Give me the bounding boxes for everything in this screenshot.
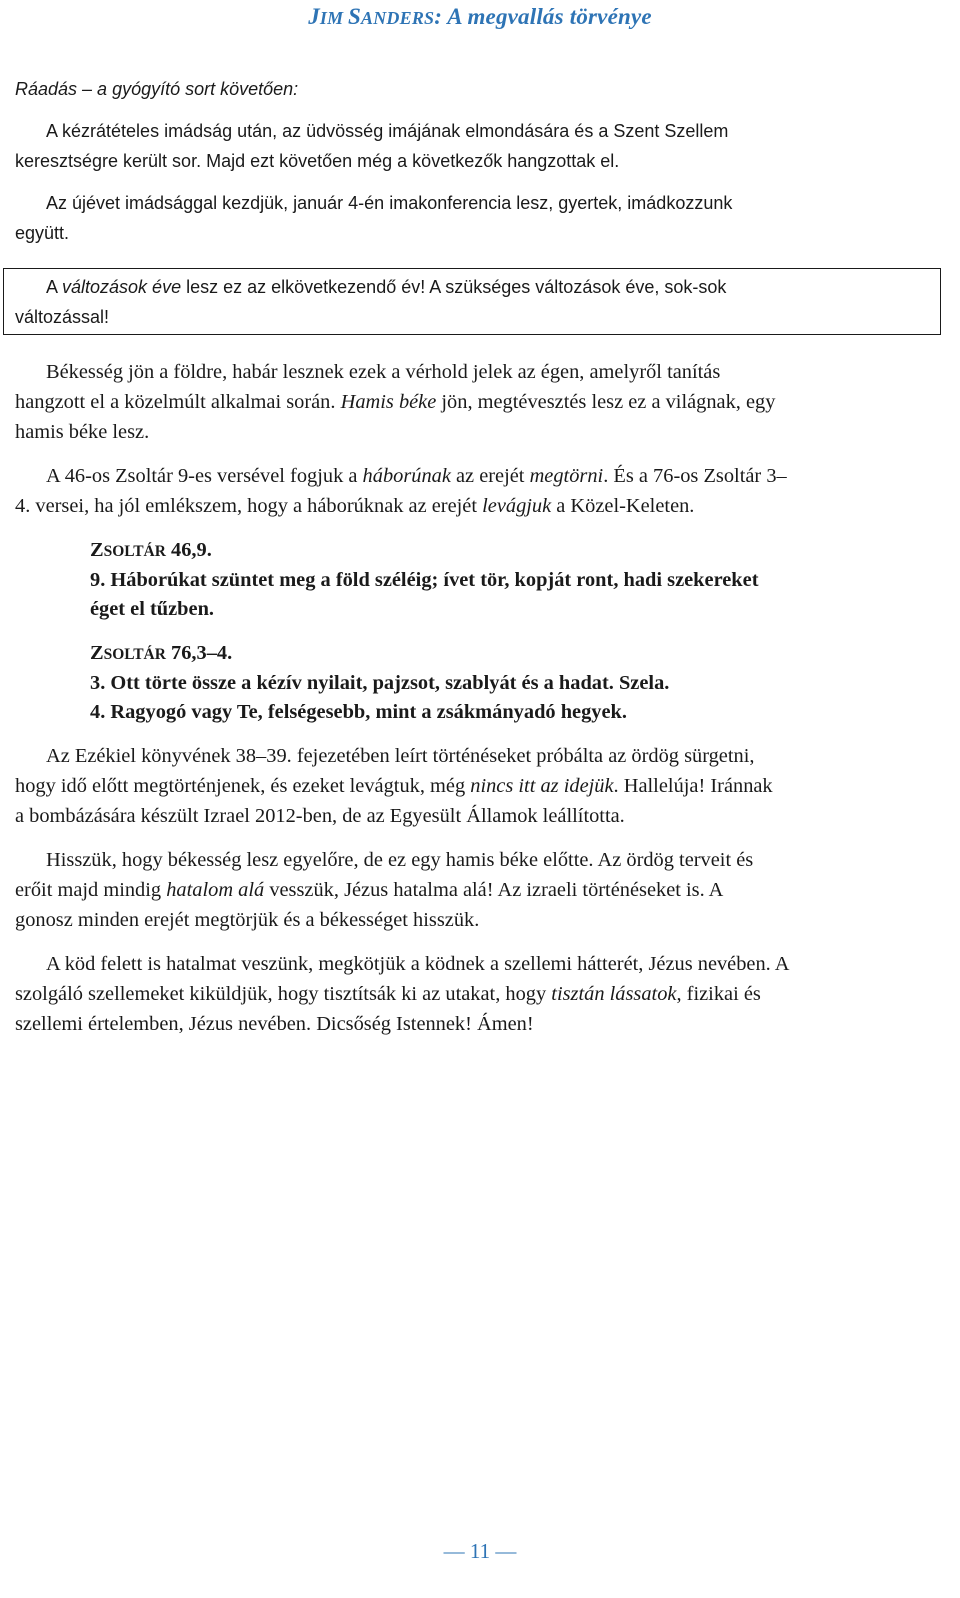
psalm-quote-1 xyxy=(90,536,950,624)
psalm-verse: éget el tűzben. xyxy=(90,598,215,620)
paragraph-2: Az újévet imádsággal kezdjük, január 4-én imakonferencia lesz, gyertek, imádkozzunk együtt. xyxy=(15,193,733,243)
paragraph-4: Békesség jön a földre, habár lesznek ezek a vérhold jelek az égen, amelyről tanítás hangzott el a közelmúlt alkalmai során. Hamis béke jön, megtévesztés lesz ez a világnak, egy hamis béke lesz. xyxy=(15,361,776,443)
paragraph-5: A 46-os Zsoltár 9-es versével fogjuk a háborúnak az erejét megtörni. És a 76-os Zsoltár 3– 4. versei, ha jól emlékszem, hogy a háborúknak az erejét levágjuk a Közel-Keleten. xyxy=(15,465,787,517)
psalm-verse: 9. Háborúkat szüntet meg a föld széléig; ívet tör, kopját ront, hadi szekereket xyxy=(90,569,759,591)
psalm-heading-2: ZSOLTÁR 76,3–4. xyxy=(90,642,233,664)
psalm-verse: 3. Ott törte össze a kézív nyilait, pajzsot, szablyát és a hadat. Szela. xyxy=(90,672,670,694)
paragraph-1: A kézrátételes imádság után, az üdvösség imájának elmondására és a Szent Szellem keresztségre került sor. Majd ezt követően még a következők hangzottak el. xyxy=(15,121,729,171)
header-author-initial-2: S xyxy=(348,4,362,29)
header-separator: : xyxy=(434,4,448,29)
paragraph-6: Az Ezékiel könyvének 38–39. fejezetében leírt történéseket próbálta az ördög sürgetni, hogy idő előtt megtörténjenek, és ezeket levágtuk, még nincs itt az idejük. Hallelúja! Iránnak a bombázására készült Izrael 2012-ben, de az Egyesült Államok leállította. xyxy=(15,745,773,827)
header-author-last: ANDERS xyxy=(361,8,435,28)
page-footer: — 11 — xyxy=(443,1539,517,1563)
header-title: A megvallás törvénye xyxy=(447,4,652,29)
page-number: 11 xyxy=(469,1539,491,1563)
header-author-initial: J xyxy=(308,4,320,29)
page-header xyxy=(0,4,960,30)
section-heading: Ráadás – a gyógyító sort követően: xyxy=(15,79,299,99)
paragraph-8: A köd felett is hatalmat veszünk, megkötjük a ködnek a szellemi hátterét, Jézus nevében. A szolgáló szellemeket kiküldjük, hogy tisztítsák ki az utakat, hogy tisztán lássatok, fizikai és szellemi értelemben, Jézus nevében. Dicsőség Istennek! Ámen! xyxy=(15,953,790,1035)
psalm-quote-2 xyxy=(90,639,950,727)
highlight-box xyxy=(3,268,941,335)
psalm-verse: 4. Ragyogó vagy Te, felségesebb, mint a zsákmányadó hegyek. xyxy=(90,701,627,723)
paragraph-3: A változások éve lesz ez az elkövetkezendő év! A szükséges változások éve, sok-sok változással! xyxy=(15,277,727,327)
header-author-first: IM xyxy=(319,8,349,28)
paragraph-7: Hisszük, hogy békesség lesz egyelőre, de ez egy hamis béke előtte. Az ördög terveit és erőit majd mindig hatalom alá vesszük, Jézus hatalma alá! Az izraeli történéseket is. A gonosz minden erejét megtörjük és a békességet hisszük. xyxy=(15,849,754,931)
psalm-heading-1: ZSOLTÁR 46,9. xyxy=(90,539,212,561)
